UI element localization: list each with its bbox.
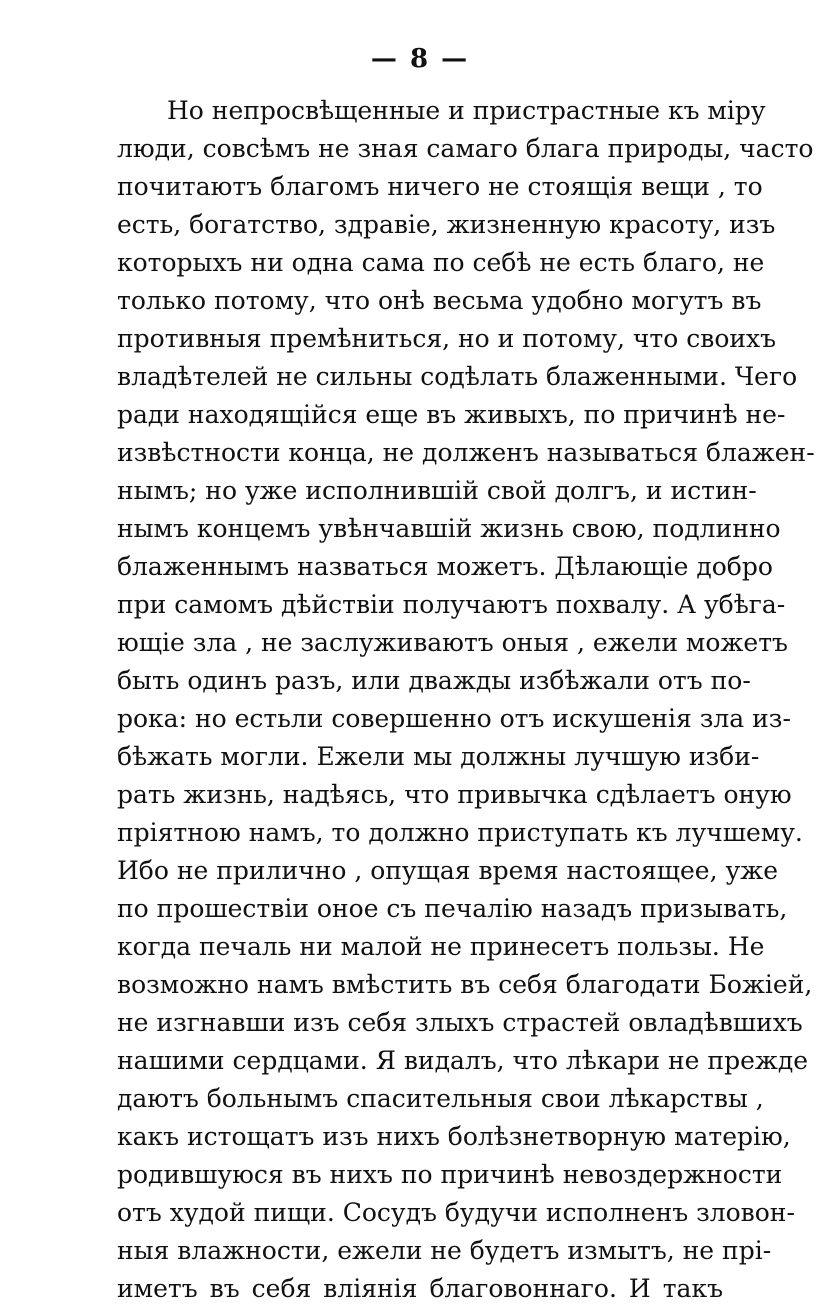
text-line: когда печаль ни малой не принесетъ пользы. Не bbox=[117, 932, 765, 961]
text-line: возможно намъ вмѣстить въ себя благодати Божіей, bbox=[117, 970, 813, 999]
text-line: не изгнавши изъ себя злыхъ страстей овладѣвшихъ bbox=[117, 1008, 803, 1037]
text-line: нымъ; но уже исполнившій свой долгъ, и истин- bbox=[117, 476, 757, 505]
paragraph-text bbox=[117, 92, 815, 1308]
text-line: Ибо не прилично , опущая время настоящее, уже bbox=[117, 856, 778, 885]
text-line: какъ истощатъ изъ нихъ болѣзнетворную матерію, bbox=[117, 1122, 791, 1151]
text-line: почитаютъ благомъ ничего не стоящія вещи , то bbox=[117, 172, 763, 201]
text-line: иметъ въ себя вліянія благовоннаго. И такъ bbox=[117, 1274, 723, 1303]
text-line: Но непросвѣщенные и пристрастные къ міру bbox=[167, 96, 766, 125]
text-line: ныя влажности, ежели не будетъ измытъ, не прі- bbox=[117, 1236, 772, 1265]
text-line: рать жизнь, надѣясь, что привычка сдѣлаетъ оную bbox=[117, 780, 792, 809]
text-line: противныя премѣниться, но и потому, что своихъ bbox=[117, 324, 777, 353]
text-line: люди, совсѣмъ не зная самаго блага природы, часто bbox=[117, 134, 814, 163]
text-line: извѣстности конца, не долженъ называться блажен- bbox=[117, 438, 815, 467]
page-number: — 8 — bbox=[370, 44, 470, 74]
text-line: есть, богатство, здравіе, жизненную красоту, изъ bbox=[117, 210, 776, 239]
text-line: ради находящійся еще въ живыхъ, по причинѣ не- bbox=[117, 400, 786, 429]
text-line: нашими сердцами. Я видалъ, что лѣкари не прежде bbox=[117, 1046, 809, 1075]
text-line: владѣтелей не сильны содѣлать блаженными. Чего bbox=[117, 362, 798, 391]
text-line: пріятною намъ, то должно приступать къ лучшему. bbox=[117, 818, 803, 847]
text-line: ющіе зла , не заслуживаютъ оныя , ежели можетъ bbox=[117, 628, 788, 657]
text-line: бѣжать могли. Ежели мы должны лучшую изби- bbox=[117, 742, 760, 771]
text-line: отъ худой пищи. Сосудъ будучи исполненъ зловон- bbox=[117, 1198, 795, 1227]
text-line: блаженнымъ назваться можетъ. Дѣлающіе добро bbox=[117, 552, 773, 581]
text-line: нымъ концемъ увѣнчавшій жизнь свою, подлинно bbox=[117, 514, 781, 543]
text-line: которыхъ ни одна сама по себѣ не есть благо, не bbox=[117, 248, 765, 277]
text-line: родившуюся въ нихъ по причинѣ невоздержности bbox=[117, 1160, 783, 1189]
text-line: даютъ больнымъ спасительныя свои лѣкарствы , bbox=[117, 1084, 764, 1113]
text-line: только потому, что онѣ весьма удобно могутъ въ bbox=[117, 286, 762, 315]
text-line: рока: но естьли совершенно отъ искушенія зла из- bbox=[117, 704, 791, 733]
text-line: при самомъ дѣйствіи получаютъ похвалу. А убѣга- bbox=[117, 590, 786, 619]
text-line: по прошествіи оное съ печалію назадъ призывать, bbox=[117, 894, 788, 923]
text-line: быть одинъ разъ, или дважды избѣжали отъ по- bbox=[117, 666, 751, 695]
